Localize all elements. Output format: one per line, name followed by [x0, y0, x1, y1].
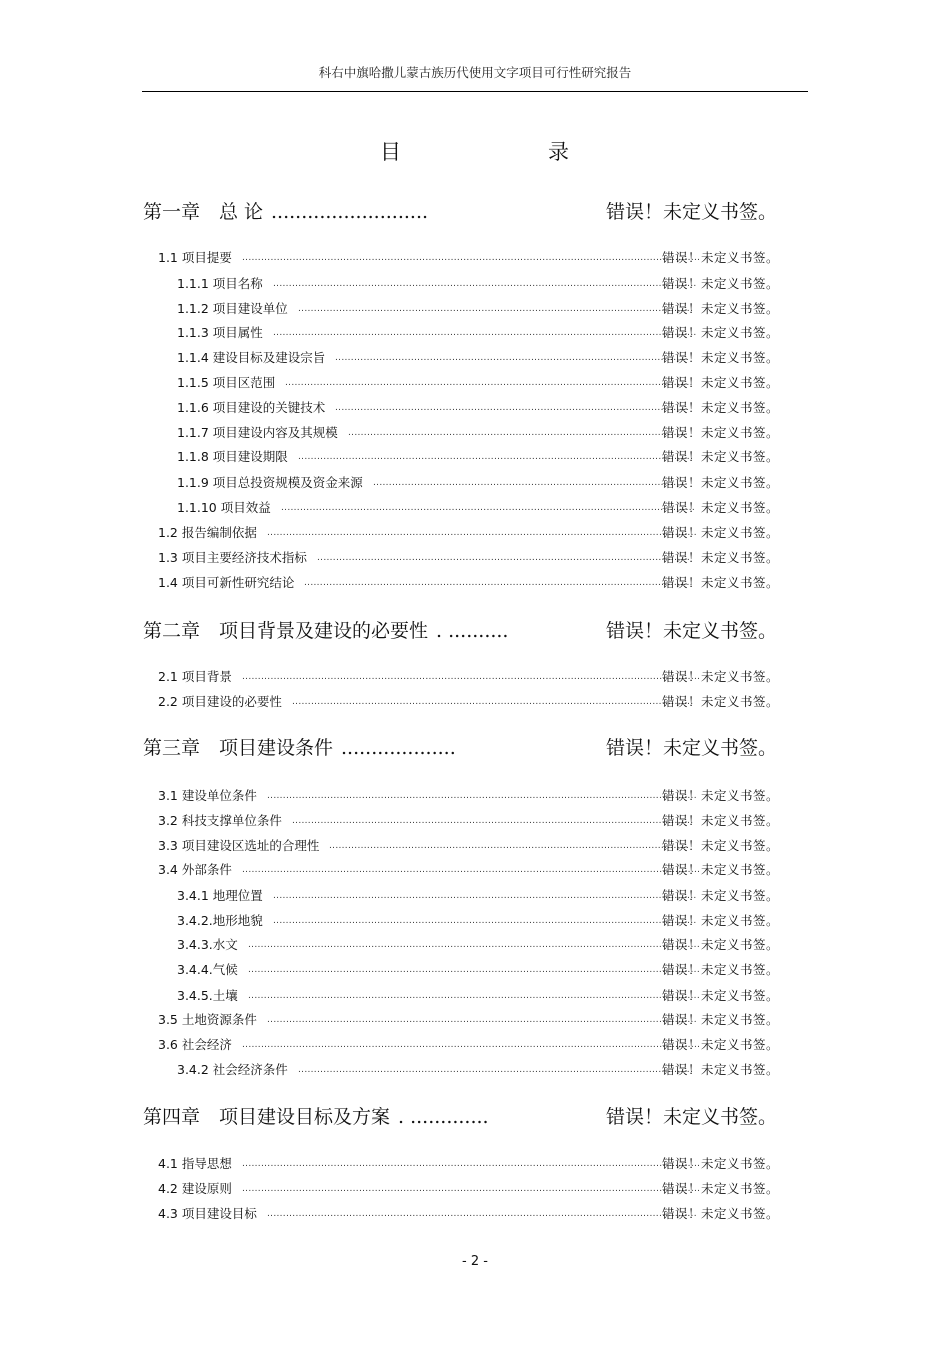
toc-entry-label: 3.4.5.土壤	[177, 988, 238, 1003]
toc-entry-row[interactable]	[0, 473, 950, 493]
toc-entry-label: 1.1.9 项目总投资规模及资金来源	[177, 475, 363, 490]
toc-dot-leader: ......................................................................................................................................	[273, 279, 697, 289]
toc-dot-leader: .................................................................................................................................................	[242, 672, 701, 682]
toc-page-ref: 错误！未定义书签。	[662, 475, 780, 490]
toc-entry-row[interactable]	[0, 1010, 950, 1030]
toc-page-ref: 错误！未定义书签。	[606, 201, 778, 223]
toc-page-ref: 错误！未定义书签。	[662, 838, 780, 853]
toc-dot-leader: ...........................................................................................................	[348, 428, 687, 438]
toc-entry-label: 2.2 项目建设的必要性	[158, 694, 282, 709]
toc-chapter-row[interactable]	[0, 734, 950, 762]
toc-entry-label: 3.4.3.水文	[177, 937, 238, 952]
toc-dot-leader: .................................................................................................................................................	[242, 1184, 701, 1194]
toc-entry-label: 3.6 社会经济	[158, 1037, 232, 1052]
toc-entry-label: 4.3 项目建设目标	[158, 1206, 257, 1221]
toc-entry-label: 4.2 建设原则	[158, 1181, 232, 1196]
toc-entry-row[interactable]	[0, 667, 950, 687]
toc-entry-label: 1.1.5 项目区范围	[177, 375, 276, 390]
toc-page-ref: 错误！未定义书签。	[662, 962, 780, 977]
toc-page-ref: 错误！未定义书签。	[662, 1181, 780, 1196]
toc-dot-leader: ...............................................................................................................................................	[248, 940, 700, 950]
toc-page-ref: 错误！未定义书签。	[662, 350, 780, 365]
toc-entry-row[interactable]	[0, 1060, 950, 1080]
toc-entry-label: 3.4.4.气候	[177, 962, 238, 977]
toc-dot-leader: ...........................................................................................................................	[304, 578, 693, 588]
toc-entry-label: 第一章 总 论	[143, 201, 264, 223]
toc-entry-row[interactable]	[0, 886, 950, 906]
toc-chapter-row[interactable]	[0, 198, 950, 226]
toc-dot-leader: ...............................................................................................................................	[292, 816, 694, 826]
toc-entry-label: 3.4.2 社会经济条件	[177, 1062, 288, 1077]
toc-dot-leader: .............................................................................................................................	[298, 304, 694, 314]
toc-dot-leader: ..................................................................................................	[373, 478, 683, 488]
toc-page-ref: 错误！未定义书签。	[662, 525, 780, 540]
toc-page-ref: 错误！未定义书签。	[662, 988, 780, 1003]
toc-page-ref: 错误！未定义书签。	[662, 694, 780, 709]
toc-dot-leader: ........................................................................................................................................	[267, 528, 697, 538]
toc-entry-row[interactable]	[0, 299, 950, 319]
toc-entry-row[interactable]	[0, 1154, 950, 1174]
toc-page-ref: 错误！未定义书签。	[606, 620, 778, 642]
toc-entry-label: 1.2 报告编制依据	[158, 525, 257, 540]
toc-page-ref: 错误！未定义书签。	[662, 425, 780, 440]
page-number: - 2 -	[462, 1254, 488, 1269]
toc-entry-label: 第三章 项目建设条件	[143, 737, 334, 759]
toc-dot-leader: ......................................................................................................................................	[273, 328, 697, 338]
toc-page-ref: 错误！未定义书签。	[662, 301, 780, 316]
toc-entry-label: 1.1.4 建设目标及建设宗旨	[177, 350, 326, 365]
toc-entry-row[interactable]	[0, 423, 950, 443]
toc-entry-row[interactable]	[0, 323, 950, 343]
toc-dot-leader: .................................................................................................................................................	[242, 1159, 701, 1169]
toc-title-char-1: 目	[380, 140, 401, 164]
toc-entry-label: 3.1 建设单位条件	[158, 788, 257, 803]
toc-dot-leader: ........................................................................................................................................	[267, 791, 697, 801]
toc-page-ref: 错误！未定义书签。	[662, 375, 780, 390]
toc-page-ref: 错误！未定义书签。	[662, 550, 780, 565]
toc-entry-row[interactable]	[0, 786, 950, 806]
toc-entry-row[interactable]	[0, 1179, 950, 1199]
toc-entry-row[interactable]	[0, 398, 950, 418]
toc-entry-label: 1.4 项目可新性研究结论	[158, 575, 295, 590]
toc-page-ref: 错误！未定义书签。	[662, 1037, 780, 1052]
toc-entry-row[interactable]	[0, 523, 950, 543]
toc-entry-label: 1.3 项目主要经济技术指标	[158, 550, 307, 565]
toc-entry-label: 3.5 土地资源条件	[158, 1012, 257, 1027]
toc-entry-row[interactable]	[0, 935, 950, 955]
toc-entry-label: 1.1.6 项目建设的关键技术	[177, 400, 326, 415]
toc-page-ref: 错误！未定义书签。	[662, 937, 780, 952]
toc-entry-row[interactable]	[0, 248, 950, 268]
toc-entry-row[interactable]	[0, 860, 950, 880]
toc-entry-label: 4.1 指导思想	[158, 1156, 232, 1171]
toc-dot-leader: ........................................................................................................................................	[267, 1209, 697, 1219]
toc-entry-label: 第二章 项目背景及建设的必要性	[143, 620, 429, 642]
toc-page-ref: 错误！未定义书签。	[662, 888, 780, 903]
toc-entry-label: 1.1.2 项目建设单位	[177, 301, 288, 316]
page-header: 科右中旗哈撒儿蒙古族历代使用文字项目可行性研究报告	[318, 65, 632, 80]
toc-entry-label: 2.1 项目背景	[158, 669, 232, 684]
toc-entry-row[interactable]	[0, 960, 950, 980]
toc-dot-leader: .............................................................................................................................	[298, 1065, 694, 1075]
toc-page-ref: 错误！未定义书签。	[606, 1106, 778, 1128]
toc-dot-leader: . ..........	[436, 620, 509, 642]
toc-entry-label: 3.3 项目建设区选址的合理性	[158, 838, 320, 853]
toc-dot-leader: .................................................................................................................................................	[242, 253, 701, 263]
toc-entry-label: 3.4 外部条件	[158, 862, 232, 877]
toc-entry-label: 1.1 项目提要	[158, 250, 232, 265]
toc-page-ref: 错误！未定义书签。	[662, 250, 780, 265]
toc-entry-row[interactable]	[0, 1035, 950, 1055]
toc-page-ref: 错误！未定义书签。	[662, 276, 780, 291]
toc-dot-leader: ...............................................................................................................................................	[248, 965, 700, 975]
toc-chapter-row[interactable]	[0, 1103, 950, 1131]
toc-entry-label: 3.4.2.地形地貌	[177, 913, 263, 928]
toc-entry-row[interactable]	[0, 373, 950, 393]
toc-page-ref: 错误！未定义书签。	[662, 862, 780, 877]
toc-title-char-2: 录	[548, 140, 569, 164]
toc-dot-leader: ...............................................................................................................................	[292, 697, 694, 707]
toc-dot-leader: ................................................................................................................	[335, 353, 690, 363]
toc-page-ref: 错误！未定义书签。	[662, 913, 780, 928]
toc-dot-leader: ......................................................................................................................................	[273, 891, 697, 901]
toc-entry-row[interactable]	[0, 274, 950, 294]
toc-entry-label: 1.1.7 项目建设内容及其规模	[177, 425, 338, 440]
toc-entry-row[interactable]	[0, 986, 950, 1006]
toc-entry-row[interactable]	[0, 692, 950, 712]
toc-page-ref: 错误！未定义书签。	[662, 669, 780, 684]
toc-entry-row[interactable]	[0, 811, 950, 831]
toc-entry-label: 3.4.1 地理位置	[177, 888, 263, 903]
toc-page-ref: 错误！未定义书签。	[662, 575, 780, 590]
toc-entry-label: 1.1.8 项目建设期限	[177, 449, 288, 464]
toc-dot-leader: ......................................................................................................................	[317, 553, 690, 563]
toc-page-ref: 错误！未定义书签。	[662, 449, 780, 464]
toc-dot-leader: ..........................	[271, 201, 429, 223]
toc-dot-leader: ..................................................................................................................	[329, 841, 690, 851]
toc-entry-label: 第四章 项目建设目标及方案	[143, 1106, 391, 1128]
toc-page-ref: 错误！未定义书签。	[662, 400, 780, 415]
toc-chapter-row[interactable]	[0, 617, 950, 645]
toc-entry-row[interactable]	[0, 573, 950, 593]
toc-page-ref: 错误！未定义书签。	[606, 737, 778, 759]
toc-entry-label: 1.1.3 项目属性	[177, 325, 263, 340]
toc-entry-label: 1.1.10 项目效益	[177, 500, 271, 515]
toc-entry-label: 3.2 科技支撑单位条件	[158, 813, 282, 828]
toc-dot-leader: ................................................................................................................	[335, 403, 690, 413]
toc-dot-leader: .................................................................................................................................................	[242, 1040, 701, 1050]
toc-page-ref: 错误！未定义书签。	[662, 813, 780, 828]
toc-dot-leader: .............................................................................................................................	[298, 452, 694, 462]
toc-dot-leader: ...............................................................................................................................................	[248, 991, 700, 1001]
toc-entry-row[interactable]	[0, 836, 950, 856]
toc-entry-label: 1.1.1 项目名称	[177, 276, 263, 291]
toc-dot-leader: . .............	[398, 1106, 489, 1128]
toc-page-ref: 错误！未定义书签。	[662, 788, 780, 803]
toc-page-ref: 错误！未定义书签。	[662, 1012, 780, 1027]
toc-dot-leader: ...................................................................................................................................	[281, 503, 696, 513]
toc-entry-row[interactable]	[0, 447, 950, 467]
toc-dot-leader: .................................................................................................................................................	[242, 865, 701, 875]
toc-dot-leader: ...................	[341, 737, 456, 759]
toc-entry-row[interactable]	[0, 911, 950, 931]
toc-page-ref: 错误！未定义书签。	[662, 1062, 780, 1077]
toc-entry-row[interactable]	[0, 348, 950, 368]
toc-dot-leader: .................................................................................................................................	[285, 378, 693, 388]
toc-dot-leader: ......................................................................................................................................	[273, 916, 697, 926]
toc-entry-row[interactable]	[0, 548, 950, 568]
toc-page-ref: 错误！未定义书签。	[662, 325, 780, 340]
toc-entry-row[interactable]	[0, 1204, 950, 1224]
toc-page-ref: 错误！未定义书签。	[662, 1156, 780, 1171]
toc-entry-row[interactable]	[0, 498, 950, 518]
toc-page-ref: 错误！未定义书签。	[662, 500, 780, 515]
toc-dot-leader: ........................................................................................................................................	[267, 1015, 697, 1025]
toc-page-ref: 错误！未定义书签。	[662, 1206, 780, 1221]
